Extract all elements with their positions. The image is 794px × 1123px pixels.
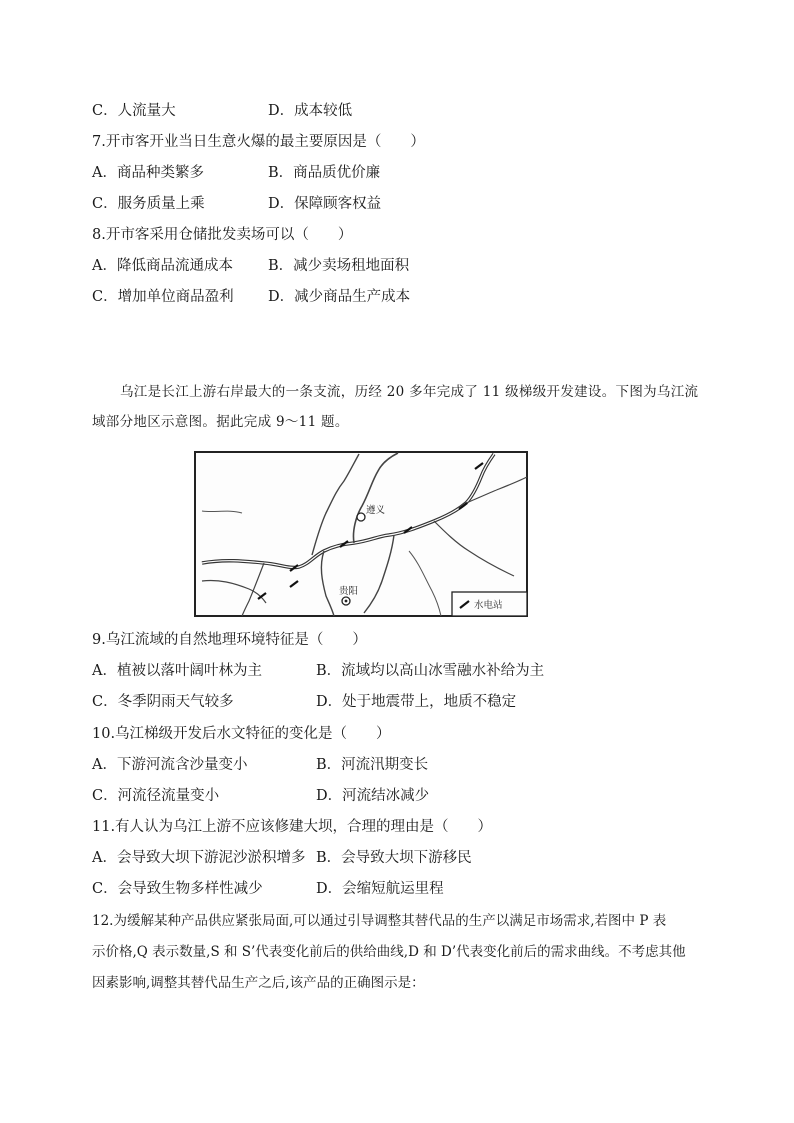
q11-option-d: D．会缩短航运里程: [316, 881, 444, 897]
q9-stem: 9.乌江流域的自然地理环境特征是（ ）: [92, 632, 367, 648]
q10-option-b: B．河流汛期变长: [316, 757, 429, 773]
city-guiyang-label: 贵阳: [339, 586, 359, 597]
q11-option-c: C．会导致生物多样性减少: [92, 881, 263, 897]
q10-option-a: A．下游河流含沙量变小: [92, 757, 248, 773]
q7-option-d: D．保障顾客权益: [268, 196, 382, 212]
q8-option-c: C．增加单位商品盈利: [92, 289, 234, 305]
q8-option-b: B．减少卖场租地面积: [268, 258, 410, 274]
q10-option-c: C．河流径流量变小: [92, 788, 220, 804]
q6-option-d: D．成本较低: [268, 103, 353, 119]
q12-line-3: 因素影响,调整其替代品生产之后,该产品的正确图示是：: [92, 975, 425, 991]
q12-line-1: 12.为缓解某种产品供应紧张局面,可以通过引导调整其替代品的生产以满足市场需求,若图中 P 表: [92, 913, 667, 929]
q7-option-c: C．服务质量上乘: [92, 196, 205, 212]
map-legend-label: 水电站: [474, 600, 503, 611]
wujiang-basin-map: [194, 451, 528, 617]
q7-option-a: A．商品种类繁多: [92, 165, 204, 181]
q8-option-d: D．减少商品生产成本: [268, 289, 411, 305]
q11-option-b: B．会导致大坝下游移民: [316, 850, 472, 866]
city-zunyi-marker: [357, 513, 365, 521]
intro-line-1: 乌江是长江上游右岸最大的一条支流，历经 20 多年完成了 11 级梯级开发建设。下图为乌江流: [120, 384, 699, 400]
q8-stem: 8.开市客采用仓储批发卖场可以（ ）: [92, 227, 353, 243]
city-zunyi-label: 遵义: [366, 505, 386, 516]
q6-option-c: C．人流量大: [92, 103, 176, 119]
q9-option-b: B．流域均以高山冰雪融水补给为主: [316, 663, 545, 679]
q8-option-a: A．降低商品流通成本: [92, 258, 233, 274]
q9-option-a: A．植被以落叶阔叶林为主: [92, 663, 262, 679]
q10-stem: 10.乌江梯级开发后水文特征的变化是（ ）: [92, 726, 391, 742]
q9-option-c: C．冬季阴雨天气较多: [92, 694, 234, 710]
q10-option-d: D．河流结冰减少: [316, 788, 430, 804]
q9-option-d: D．处于地震带上，地质不稳定: [316, 694, 517, 710]
intro-line-2: 域部分地区示意图。据此完成 9～11 题。: [92, 414, 349, 430]
q11-option-a: A．会导致大坝下游泥沙淤积增多: [92, 850, 306, 866]
q7-option-b: B．商品质优价廉: [268, 165, 381, 181]
q12-line-2: 示价格,Q 表示数量,S 和 S’代表变化前后的供给曲线,D 和 D’代表变化前后的需求曲线。不考虑其他: [92, 944, 686, 960]
q7-stem: 7.开市客开业当日生意火爆的最主要原因是（ ）: [92, 134, 425, 150]
q11-stem: 11.有人认为乌江上游不应该修建大坝，合理的理由是（ ）: [92, 819, 493, 835]
